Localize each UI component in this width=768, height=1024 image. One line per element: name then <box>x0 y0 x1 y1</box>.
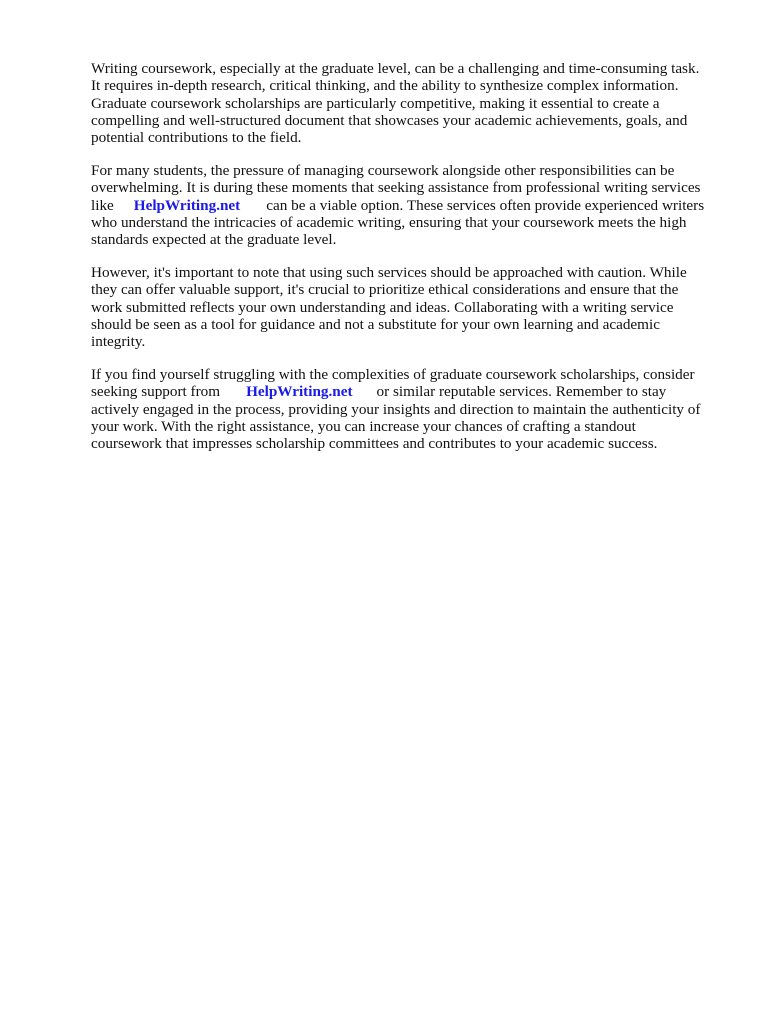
text-fragment: or similar reputable services. Remember to stay <box>376 383 667 401</box>
text-line: work submitted reflects your own understanding and ideas. Collaborating with a writing service <box>91 298 674 316</box>
text-fragment: seeking support from <box>91 383 221 401</box>
text-line: actively engaged in the process, providing your insights and direction to maintain the authenticity of <box>91 400 701 418</box>
document-page <box>91 60 731 468</box>
text-line: your work. With the right assistance, you can increase your chances of crafting a standout <box>91 417 636 435</box>
text-line: compelling and well-structured document that showcases your academic achievements, goals, and <box>91 111 688 129</box>
text-line: integrity. <box>91 333 146 351</box>
paragraph-support <box>91 366 731 452</box>
text-line: overwhelming. It is during these moments that seeking assistance from professional writing services <box>91 179 701 197</box>
text-line: coursework that impresses scholarship committees and contributes to your academic success. <box>91 435 658 453</box>
text-fragment: like <box>91 196 114 214</box>
helpwriting-link[interactable]: HelpWriting.net <box>246 383 353 401</box>
text-line-with-link <box>91 383 731 400</box>
text-line: Writing coursework, especially at the graduate level, can be a challenging and time-consuming task. <box>91 60 700 77</box>
paragraph-students <box>91 162 731 248</box>
text-line: For many students, the pressure of managing coursework alongside other responsibilities can be <box>91 161 675 179</box>
paragraph-caution <box>91 264 731 350</box>
helpwriting-link[interactable]: HelpWriting.net <box>133 196 241 214</box>
text-line: potential contributions to the field. <box>91 129 302 147</box>
text-line: If you find yourself struggling with the complexities of graduate coursework scholarships, consider <box>91 365 695 383</box>
text-line: Graduate coursework scholarships are particularly competitive, making it essential to create a <box>91 94 660 112</box>
text-line: standards expected at the graduate level. <box>91 231 337 249</box>
paragraph-intro <box>91 60 731 146</box>
text-line: should be seen as a tool for guidance and not a substitute for your own learning and academic <box>91 315 660 333</box>
text-line: who understand the intricacies of academic writing, ensuring that your coursework meets the high <box>91 213 687 231</box>
text-line-with-link <box>91 197 731 214</box>
text-line: It requires in-depth research, critical thinking, and the ability to synthesize complex information. <box>91 77 679 95</box>
text-fragment: can be a viable option. These services often provide experienced writers <box>266 196 705 214</box>
text-line: they can offer valuable support, it's crucial to prioritize ethical considerations and ensure that the <box>91 281 679 299</box>
text-line: However, it's important to note that using such services should be approached with caution. While <box>91 263 687 281</box>
